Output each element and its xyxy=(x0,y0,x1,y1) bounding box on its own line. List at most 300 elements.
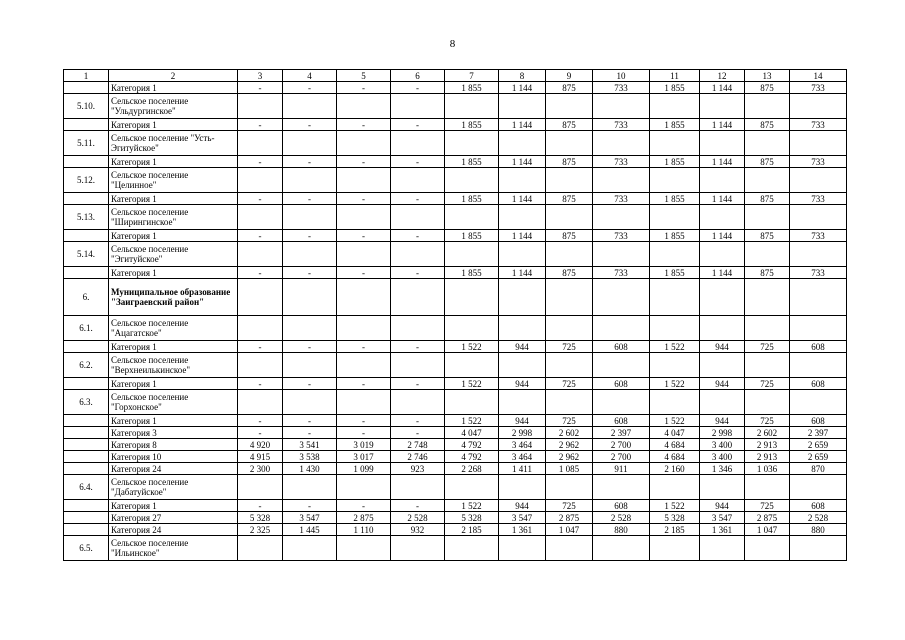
value-cell xyxy=(546,279,593,316)
value-cell: 932 xyxy=(391,524,445,536)
row-number-cell: 6.5. xyxy=(64,536,109,561)
row-number-cell: 5.14. xyxy=(64,242,109,267)
table-row xyxy=(64,193,847,205)
header-cell: 9 xyxy=(546,70,593,82)
table-row xyxy=(64,439,847,451)
value-cell: 944 xyxy=(700,500,745,512)
value-cell xyxy=(745,242,790,267)
value-cell xyxy=(745,316,790,341)
table-row xyxy=(64,415,847,427)
value-cell xyxy=(337,131,391,156)
value-cell: - xyxy=(337,230,391,242)
row-number-cell: 6.2. xyxy=(64,353,109,378)
value-cell: 4 684 xyxy=(650,451,700,463)
value-cell xyxy=(745,279,790,316)
value-cell xyxy=(391,205,445,230)
row-number-cell: 5.12. xyxy=(64,168,109,193)
value-cell xyxy=(790,475,847,500)
value-cell: 3 464 xyxy=(499,451,546,463)
value-cell xyxy=(499,475,546,500)
value-cell xyxy=(593,279,650,316)
value-cell: - xyxy=(238,415,283,427)
value-cell: 1 430 xyxy=(283,463,337,475)
value-cell: 875 xyxy=(546,267,593,279)
value-cell: 2 659 xyxy=(790,439,847,451)
value-cell xyxy=(546,475,593,500)
header-cell: 14 xyxy=(790,70,847,82)
row-number-cell: 5.10. xyxy=(64,94,109,119)
value-cell xyxy=(391,316,445,341)
value-cell: 2 700 xyxy=(593,439,650,451)
header-cell: 7 xyxy=(445,70,499,82)
value-cell: 733 xyxy=(593,82,650,94)
value-cell: - xyxy=(283,341,337,353)
row-name-cell: Категория 1 xyxy=(109,82,238,94)
value-cell xyxy=(700,353,745,378)
value-cell: 875 xyxy=(745,193,790,205)
value-cell: 1 036 xyxy=(745,463,790,475)
row-name-cell: Категория 24 xyxy=(109,463,238,475)
row-name-cell: Сельское поселение "Ульдургинское" xyxy=(109,94,238,119)
value-cell: 1 855 xyxy=(445,156,499,168)
value-cell xyxy=(445,205,499,230)
row-number-cell xyxy=(64,193,109,205)
value-cell xyxy=(238,94,283,119)
value-cell xyxy=(238,205,283,230)
table-row xyxy=(64,82,847,94)
value-cell: 944 xyxy=(499,415,546,427)
value-cell xyxy=(283,168,337,193)
value-cell xyxy=(745,205,790,230)
value-cell: - xyxy=(283,500,337,512)
value-cell: 2 962 xyxy=(546,439,593,451)
value-cell xyxy=(238,475,283,500)
value-cell: 1 522 xyxy=(650,415,700,427)
value-cell: 2 913 xyxy=(745,451,790,463)
row-number-cell xyxy=(64,378,109,390)
value-cell: 3 547 xyxy=(499,512,546,524)
value-cell: - xyxy=(238,156,283,168)
value-cell xyxy=(283,205,337,230)
value-cell: 1 144 xyxy=(700,119,745,131)
value-cell: 725 xyxy=(745,500,790,512)
value-cell: 733 xyxy=(790,267,847,279)
value-cell: 4 792 xyxy=(445,451,499,463)
value-cell xyxy=(283,390,337,415)
value-cell xyxy=(445,353,499,378)
header-cell: 3 xyxy=(238,70,283,82)
table-row xyxy=(64,168,847,193)
value-cell: 733 xyxy=(593,230,650,242)
value-cell xyxy=(700,94,745,119)
row-number-cell xyxy=(64,267,109,279)
value-cell xyxy=(745,475,790,500)
value-cell xyxy=(650,279,700,316)
header-cell: 8 xyxy=(499,70,546,82)
value-cell xyxy=(790,131,847,156)
value-cell: 2 746 xyxy=(391,451,445,463)
value-cell: 725 xyxy=(745,378,790,390)
table-row xyxy=(64,451,847,463)
value-cell: - xyxy=(391,193,445,205)
value-cell xyxy=(445,536,499,561)
value-cell: - xyxy=(238,230,283,242)
value-cell xyxy=(700,131,745,156)
table-row xyxy=(64,475,847,500)
value-cell xyxy=(445,242,499,267)
value-cell: 1 855 xyxy=(445,82,499,94)
value-cell xyxy=(391,353,445,378)
value-cell xyxy=(593,536,650,561)
value-cell: - xyxy=(337,82,391,94)
value-cell xyxy=(546,353,593,378)
value-cell xyxy=(391,475,445,500)
row-name-cell: Сельское поселение "Ширингинское" xyxy=(109,205,238,230)
value-cell: - xyxy=(238,267,283,279)
value-cell: - xyxy=(391,267,445,279)
row-number-cell xyxy=(64,463,109,475)
value-cell: 5 328 xyxy=(650,512,700,524)
table-row xyxy=(64,463,847,475)
row-name-cell: Категория 1 xyxy=(109,193,238,205)
value-cell xyxy=(391,131,445,156)
value-cell: - xyxy=(391,82,445,94)
value-cell: 1 522 xyxy=(445,500,499,512)
value-cell xyxy=(445,316,499,341)
value-cell xyxy=(593,205,650,230)
tariff-table xyxy=(63,69,847,561)
value-cell: 1 855 xyxy=(650,82,700,94)
value-cell: 733 xyxy=(790,193,847,205)
value-cell: - xyxy=(337,500,391,512)
table-row xyxy=(64,341,847,353)
value-cell xyxy=(790,353,847,378)
value-cell: 875 xyxy=(546,193,593,205)
row-number-cell xyxy=(64,82,109,94)
row-name-cell: Сельское поселение "Ильинское" xyxy=(109,536,238,561)
value-cell: 725 xyxy=(546,500,593,512)
value-cell xyxy=(700,536,745,561)
value-cell xyxy=(700,390,745,415)
value-cell xyxy=(499,353,546,378)
value-cell: - xyxy=(337,119,391,131)
value-cell xyxy=(546,242,593,267)
table-row xyxy=(64,267,847,279)
row-number-cell xyxy=(64,230,109,242)
value-cell: 2 875 xyxy=(546,512,593,524)
row-name-cell: Категория 3 xyxy=(109,427,238,439)
value-cell: 1 085 xyxy=(546,463,593,475)
value-cell: 608 xyxy=(790,341,847,353)
row-name-cell: Категория 1 xyxy=(109,500,238,512)
value-cell: 3 541 xyxy=(283,439,337,451)
value-cell: - xyxy=(391,119,445,131)
header-cell: 12 xyxy=(700,70,745,82)
table-body xyxy=(64,70,847,561)
value-cell xyxy=(790,242,847,267)
value-cell: 1 144 xyxy=(499,230,546,242)
value-cell: 2 602 xyxy=(546,427,593,439)
value-cell: - xyxy=(337,341,391,353)
value-cell xyxy=(593,131,650,156)
value-cell xyxy=(391,536,445,561)
value-cell xyxy=(391,94,445,119)
row-name-cell: Категория 10 xyxy=(109,451,238,463)
row-number-cell: 5.13. xyxy=(64,205,109,230)
value-cell: 608 xyxy=(790,378,847,390)
value-cell: 733 xyxy=(790,119,847,131)
value-cell: 944 xyxy=(499,500,546,512)
value-cell: 2 998 xyxy=(499,427,546,439)
value-cell xyxy=(593,242,650,267)
value-cell: 1 144 xyxy=(700,267,745,279)
value-cell: 3 400 xyxy=(700,439,745,451)
value-cell xyxy=(283,131,337,156)
value-cell: 2 962 xyxy=(546,451,593,463)
value-cell: 2 528 xyxy=(391,512,445,524)
value-cell: 2 528 xyxy=(790,512,847,524)
value-cell: - xyxy=(238,341,283,353)
value-cell: 944 xyxy=(700,415,745,427)
row-name-cell: Сельское поселение "Ацагатское" xyxy=(109,316,238,341)
row-name-cell: Категория 1 xyxy=(109,378,238,390)
value-cell xyxy=(650,536,700,561)
value-cell: 608 xyxy=(593,341,650,353)
value-cell xyxy=(700,279,745,316)
value-cell xyxy=(499,279,546,316)
row-name-cell: Категория 24 xyxy=(109,524,238,536)
value-cell: 725 xyxy=(546,341,593,353)
value-cell xyxy=(650,242,700,267)
row-number-cell xyxy=(64,119,109,131)
row-name-cell: Сельское поселение "Эгитуйское" xyxy=(109,242,238,267)
value-cell xyxy=(283,242,337,267)
value-cell xyxy=(546,536,593,561)
value-cell: 3 464 xyxy=(499,439,546,451)
row-number-cell xyxy=(64,427,109,439)
value-cell: - xyxy=(283,267,337,279)
value-cell xyxy=(650,131,700,156)
value-cell: - xyxy=(238,119,283,131)
value-cell xyxy=(650,94,700,119)
row-number-cell xyxy=(64,524,109,536)
value-cell: 875 xyxy=(745,82,790,94)
value-cell xyxy=(499,390,546,415)
value-cell: 4 684 xyxy=(650,439,700,451)
value-cell: 875 xyxy=(745,230,790,242)
row-name-cell: Сельское поселение "Горхонское" xyxy=(109,390,238,415)
value-cell xyxy=(790,536,847,561)
value-cell xyxy=(283,316,337,341)
value-cell: 870 xyxy=(790,463,847,475)
value-cell xyxy=(445,279,499,316)
value-cell: 3 017 xyxy=(337,451,391,463)
row-name-cell: Муниципальное образование "Заиграевский район" xyxy=(109,279,238,316)
value-cell: 2 300 xyxy=(238,463,283,475)
value-cell: 2 913 xyxy=(745,439,790,451)
value-cell xyxy=(593,390,650,415)
value-cell: 2 700 xyxy=(593,451,650,463)
row-number-cell: 6. xyxy=(64,279,109,316)
value-cell: 2 998 xyxy=(700,427,745,439)
value-cell xyxy=(337,279,391,316)
value-cell: 733 xyxy=(790,82,847,94)
value-cell: 1 099 xyxy=(337,463,391,475)
row-number-cell xyxy=(64,156,109,168)
value-cell xyxy=(238,316,283,341)
value-cell xyxy=(700,475,745,500)
value-cell: 1 144 xyxy=(700,230,745,242)
value-cell: - xyxy=(391,378,445,390)
table-row xyxy=(64,242,847,267)
value-cell: 2 602 xyxy=(745,427,790,439)
value-cell: 3 400 xyxy=(700,451,745,463)
value-cell xyxy=(283,536,337,561)
value-cell: - xyxy=(337,193,391,205)
table-row xyxy=(64,316,847,341)
value-cell: 608 xyxy=(790,415,847,427)
value-cell xyxy=(445,168,499,193)
value-cell xyxy=(337,94,391,119)
value-cell: 2 268 xyxy=(445,463,499,475)
value-cell xyxy=(238,390,283,415)
value-cell: - xyxy=(391,156,445,168)
value-cell: 608 xyxy=(593,500,650,512)
value-cell xyxy=(499,205,546,230)
value-cell: 2 160 xyxy=(650,463,700,475)
value-cell xyxy=(445,390,499,415)
value-cell: 1 144 xyxy=(499,267,546,279)
value-cell: 733 xyxy=(593,156,650,168)
value-cell: 2 185 xyxy=(650,524,700,536)
value-cell: 2 397 xyxy=(593,427,650,439)
value-cell xyxy=(790,205,847,230)
value-cell: 880 xyxy=(790,524,847,536)
value-cell: - xyxy=(337,415,391,427)
value-cell: - xyxy=(238,500,283,512)
row-number-cell xyxy=(64,500,109,512)
value-cell xyxy=(499,242,546,267)
table-row xyxy=(64,279,847,316)
row-name-cell: Категория 8 xyxy=(109,439,238,451)
value-cell: 725 xyxy=(745,415,790,427)
value-cell xyxy=(593,353,650,378)
value-cell xyxy=(283,353,337,378)
value-cell: 1 855 xyxy=(650,230,700,242)
value-cell xyxy=(238,131,283,156)
value-cell: 1 855 xyxy=(650,156,700,168)
value-cell: 1 522 xyxy=(445,415,499,427)
value-cell: 608 xyxy=(593,378,650,390)
value-cell: 1 445 xyxy=(283,524,337,536)
value-cell xyxy=(790,279,847,316)
value-cell: 733 xyxy=(593,119,650,131)
value-cell: 1 411 xyxy=(499,463,546,475)
value-cell: - xyxy=(238,82,283,94)
header-cell: 13 xyxy=(745,70,790,82)
value-cell: 1 522 xyxy=(650,378,700,390)
table-row xyxy=(64,512,847,524)
value-cell xyxy=(283,94,337,119)
value-cell xyxy=(790,168,847,193)
value-cell: 1 361 xyxy=(700,524,745,536)
row-name-cell: Категория 1 xyxy=(109,415,238,427)
value-cell: 2 748 xyxy=(391,439,445,451)
value-cell xyxy=(337,242,391,267)
value-cell: 725 xyxy=(546,415,593,427)
value-cell: 1 855 xyxy=(650,267,700,279)
value-cell: - xyxy=(337,156,391,168)
row-number-cell xyxy=(64,415,109,427)
value-cell: - xyxy=(337,427,391,439)
row-name-cell: Категория 1 xyxy=(109,267,238,279)
value-cell: 4 792 xyxy=(445,439,499,451)
value-cell: 733 xyxy=(593,193,650,205)
value-cell: 1 144 xyxy=(700,193,745,205)
value-cell xyxy=(283,475,337,500)
value-cell xyxy=(790,390,847,415)
value-cell: 1 361 xyxy=(499,524,546,536)
value-cell: 875 xyxy=(546,119,593,131)
table-row xyxy=(64,131,847,156)
value-cell: - xyxy=(283,193,337,205)
value-cell xyxy=(337,168,391,193)
value-cell: 725 xyxy=(546,378,593,390)
value-cell xyxy=(650,205,700,230)
table-row xyxy=(64,500,847,512)
value-cell: 875 xyxy=(745,267,790,279)
value-cell: 1 144 xyxy=(700,156,745,168)
value-cell xyxy=(650,353,700,378)
value-cell: - xyxy=(337,378,391,390)
value-cell xyxy=(238,353,283,378)
value-cell xyxy=(337,390,391,415)
value-cell xyxy=(790,316,847,341)
value-cell xyxy=(337,536,391,561)
value-cell: 1 522 xyxy=(445,378,499,390)
value-cell xyxy=(499,94,546,119)
value-cell: 875 xyxy=(745,119,790,131)
row-number-cell xyxy=(64,341,109,353)
row-number-cell xyxy=(64,451,109,463)
value-cell: 3 019 xyxy=(337,439,391,451)
value-cell xyxy=(593,475,650,500)
value-cell: 2 875 xyxy=(337,512,391,524)
table-row xyxy=(64,427,847,439)
value-cell: 1 346 xyxy=(700,463,745,475)
header-cell: 6 xyxy=(391,70,445,82)
table-row xyxy=(64,119,847,131)
value-cell: 944 xyxy=(700,378,745,390)
table-row xyxy=(64,94,847,119)
value-cell xyxy=(546,168,593,193)
row-name-cell: Сельское поселение "Дабатуйское" xyxy=(109,475,238,500)
value-cell xyxy=(745,168,790,193)
row-name-cell: Категория 1 xyxy=(109,119,238,131)
value-cell: 1 522 xyxy=(445,341,499,353)
value-cell: 1 144 xyxy=(499,156,546,168)
value-cell xyxy=(700,168,745,193)
value-cell xyxy=(445,475,499,500)
value-cell: 3 538 xyxy=(283,451,337,463)
value-cell xyxy=(238,168,283,193)
value-cell: 1 855 xyxy=(650,119,700,131)
row-name-cell: Сельское поселение "Усть-Эгитуйское" xyxy=(109,131,238,156)
value-cell xyxy=(650,475,700,500)
value-cell: 1 047 xyxy=(745,524,790,536)
value-cell: 608 xyxy=(593,415,650,427)
value-cell xyxy=(593,168,650,193)
